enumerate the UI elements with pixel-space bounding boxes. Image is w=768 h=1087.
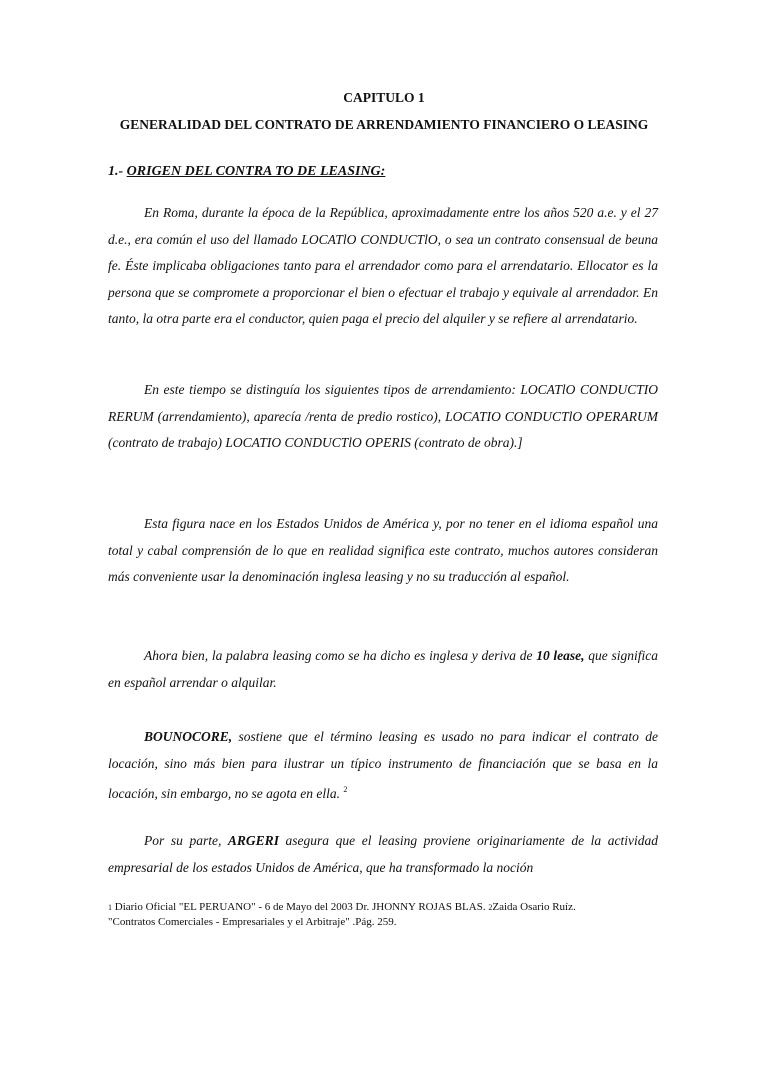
paragraph-1 xyxy=(108,200,658,333)
paragraph-6-author: ARGERI xyxy=(227,833,279,848)
paragraph-3 xyxy=(108,511,658,591)
paragraph-4-text-a: Ahora bien, la palabra leasing como se ha dicho es inglesa y deriva de xyxy=(144,648,537,663)
chapter-subtitle: GENERALIDAD DEL CONTRATO DE ARRENDAMIENTO FINANCIERO O LEASING xyxy=(119,117,649,132)
paragraph-4-text-b: que significa en español arrendar o alquilar. xyxy=(108,648,658,690)
paragraph-6-text-a: Por su parte, xyxy=(144,833,228,848)
paragraph-1-text: En Roma, durante la época de la República, aproximadamente entre los años 520 a.e. y el 27 d.e., era común el uso del llamado LOCATlO CONDUCTlO, o sea un contrato consensual de beuna fe. Éste implicaba obligaciones tanto para el arrendador como para el arrendatario. Ellocator es la persona que se compromete a proporcionar el bien o efectuar el trabajo y equivale al arrendador. En tanto, la otra parte era el conductor, quien paga el precio del alquiler y se refiere al arrendatario. xyxy=(108,205,658,326)
footnote-2-text: Zaida Osario Ruíz. "Contratos Comerciales - Empresariales y el Arbitraje" .Pág. 259. xyxy=(108,901,576,928)
paragraph-5 xyxy=(108,724,658,808)
section-number: 1.- xyxy=(108,164,124,179)
paragraph-3-text: Esta figura nace en los Estados Unidos de América y, por no tener en el idioma español una total y cabal comprensión de lo que en realidad significa este contrato, muchos autores consideran más conveniente usar la denominación inglesa leasing y no su traducción al español. xyxy=(108,516,658,584)
chapter-title: CAPITULO 1 xyxy=(343,90,425,105)
footnote-1-text: Diario Oficial "EL PERUANO" - 6 de Mayo del 2003 Dr. JHONNY ROJAS BLAS. xyxy=(112,901,489,913)
paragraph-6 xyxy=(108,828,658,881)
footnote-1-number: 1 xyxy=(108,903,112,912)
paragraph-5-text: sostiene que el término leasing es usado no para indicar el contrato de locación, sino más bien para ilustrar un típico instrumento de financiación que se basa en la locación, sin embargo, no se agota en ella. xyxy=(108,729,658,801)
section-heading xyxy=(108,164,385,180)
paragraph-6-text-b: asegura que el leasing proviene originariamente de la actividad empresarial de los estados Unidos de América, que ha transformado la noción xyxy=(108,833,659,875)
paragraph-2-text: En este tiempo se distinguía los siguientes tipos de arrendamiento: LOCATlO CONDUCTIO RERUM (arrendamiento), aparecía /renta de predio rostico), LOCATIO CONDUCTlO OPERARUM (contrato de trabajo) LOCATIO CONDUCTlO OPERIS (contrato de obra).] xyxy=(108,382,658,450)
paragraph-4 xyxy=(108,643,658,696)
paragraph-5-author: BOUNOCORE, xyxy=(144,729,233,744)
paragraph-4-term: 10 lease, xyxy=(536,648,585,663)
footnote-2-number: 2 xyxy=(488,903,493,912)
section-heading-text: ORIGEN DEL CONTRA TO DE LEASING: xyxy=(126,164,386,179)
footnotes xyxy=(108,900,578,930)
footnote-ref-2: 2 xyxy=(343,785,348,794)
paragraph-2 xyxy=(108,377,658,457)
